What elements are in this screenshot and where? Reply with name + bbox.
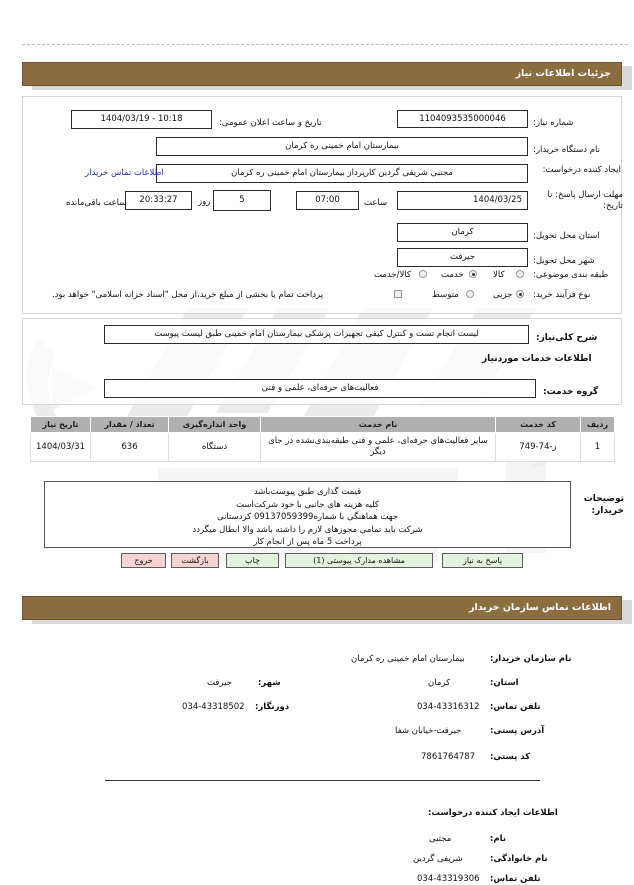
cell-service-code: ز-74-749 <box>496 433 581 462</box>
creator-first-name-value: مجتبی <box>429 834 452 844</box>
contact-postal-value: 7861764787 <box>421 752 476 762</box>
city-label: شهر محل تحویل: <box>533 256 595 266</box>
cell-unit: دستگاه <box>169 433 261 462</box>
cell-service-name: سایر فعالیت‌های حرفه‌ای، علمی و فنی طبقه‌بندی‌نشده در جای دیگر <box>261 433 496 462</box>
creator-contact-title: اطلاعات ایجاد کننده درخواست: <box>428 808 558 818</box>
contact-phone-value: 034-43316312 <box>417 702 480 712</box>
need-details-title: جزئیات اطلاعات نیاز <box>515 68 611 79</box>
table-header-row <box>31 417 615 433</box>
contact-address-value: جیرفت-خیابان شفا <box>395 726 462 736</box>
radio-khedmat[interactable] <box>469 270 477 278</box>
treasury-checkbox-label: پرداخت تمام یا بخشی از مبلغ خرید،از محل "اسناد خزانه اسلامی" خواهد بود. <box>52 290 324 300</box>
contact-phone-label: تلفن تماس: <box>490 702 541 712</box>
deadline-label: مهلت ارسال پاسخ: تا تاریخ: <box>547 190 623 211</box>
creator-phone-value: 034-43319306 <box>417 874 480 884</box>
contact-address-label: آدرس پستی: <box>490 726 545 736</box>
treasury-checkbox[interactable] <box>394 290 402 298</box>
th-service-code: کد خدمت <box>496 417 581 433</box>
remaining-days-unit: روز <box>198 197 211 207</box>
contact-postal-label: کد پستی: <box>490 752 531 762</box>
contact-org-label: نام سازمان خریدار: <box>490 654 572 664</box>
contact-fax-value: 034-43318502 <box>182 702 245 712</box>
contact-city-value: جیرفت <box>207 678 232 688</box>
radio-motavaset-label: متوسط <box>432 290 459 300</box>
cell-row: 1 <box>581 433 615 462</box>
table-row <box>31 433 615 462</box>
radio-khedmat-label: خدمت <box>441 270 464 280</box>
radio-jozii-label: جزیی <box>493 290 513 300</box>
remaining-days-value: 5 <box>213 190 271 211</box>
contact-city-label: شهر: <box>258 678 281 688</box>
remaining-time-value: 20:33:27 <box>125 191 192 210</box>
cell-need-date: 1404/03/31 <box>31 433 91 462</box>
buyer-contact-header <box>22 596 622 620</box>
radio-kala-label: کالا <box>493 270 505 280</box>
city-value: جیرفت <box>397 248 528 267</box>
notes-box <box>44 481 571 548</box>
print-button[interactable]: چاپ <box>226 553 279 568</box>
province-value: کرمان <box>397 223 528 242</box>
buyer-org-label: نام دستگاه خریدار: <box>533 145 600 155</box>
th-service-name: نام خدمت <box>261 417 496 433</box>
creator-value: مجتبی شریفی گردین کارپرداز بیمارستان امام خمینی ره کرمان <box>156 164 528 183</box>
need-number-label: شماره نیاز: <box>533 118 574 128</box>
radio-kala-khedmat[interactable] <box>419 270 427 278</box>
th-quantity: تعداد / مقدار <box>91 417 169 433</box>
need-number-value: 1104093535000046 <box>397 110 528 128</box>
back-button[interactable]: بازگشت <box>171 553 219 568</box>
service-group-label: گروه خدمت: <box>543 387 599 397</box>
announce-value: 1404/03/19 - 10:18 <box>71 110 212 129</box>
contact-fax-label: دورنگار: <box>255 702 290 712</box>
deadline-hour-label: ساعت <box>364 198 388 208</box>
creator-phone-label: تلفن تماس: <box>490 874 541 884</box>
deadline-date-value: 1404/03/25 <box>397 191 528 210</box>
cell-quantity: 636 <box>91 433 169 462</box>
th-need-date: تاریخ نیاز <box>31 417 91 433</box>
service-group-value: فعالیت‌های حرفه‌ای، علمی و فنی <box>104 379 536 398</box>
buyer-contact-link[interactable]: اطلاعات تماس خریدار <box>85 168 164 178</box>
deadline-hour-value: 07:00 <box>296 191 359 210</box>
contact-org-value: بیمارستان امام خمینی ره کرمان <box>351 654 465 664</box>
respond-to-need-button[interactable]: پاسخ به نیاز <box>442 553 523 568</box>
dashed-divider-top <box>22 44 628 45</box>
province-label: استان محل تحویل: <box>533 231 600 241</box>
radio-jozii[interactable] <box>516 290 524 298</box>
services-table <box>30 416 615 462</box>
view-attachments-button[interactable]: مشاهده مدارک پیوستی (1) <box>285 553 433 568</box>
need-details-header <box>22 62 622 86</box>
contact-province-value: کرمان <box>428 678 451 688</box>
summary-label: شرح کلی‌نیاز: <box>536 333 598 343</box>
creator-last-name-value: شریفی گردین <box>413 854 463 864</box>
contact-divider <box>105 780 540 781</box>
exit-button[interactable]: خروج <box>121 553 166 568</box>
radio-kala[interactable] <box>516 270 524 278</box>
radio-kala-khedmat-label: کالا/خدمت <box>374 270 411 280</box>
announce-label: تاریخ و ساعت اعلان عمومی: <box>219 118 322 128</box>
creator-first-name-label: نام: <box>490 834 507 844</box>
notes-label: توضیحات خریدار: <box>583 494 624 516</box>
remaining-time-unit: ساعت باقی‌مانده <box>66 198 127 208</box>
buyer-contact-title: اطلاعات تماس سازمان خریدار <box>468 602 611 613</box>
note-line: جهت هماهنگی با شماره09137059399 کردستانی <box>216 512 399 522</box>
page-root <box>8 8 624 884</box>
radio-motavaset[interactable] <box>466 290 474 298</box>
note-line: کلیه هزینه های جانبی با خود شرکت‌است <box>236 499 379 510</box>
services-info-title: اطلاعات خدمات موردنیاز <box>482 354 592 364</box>
contact-province-label: استان: <box>490 678 519 688</box>
th-row: ردیف <box>581 417 615 433</box>
creator-label: ایجاد کننده درخواست: <box>542 165 621 175</box>
note-line: قیمت گذاری طبق پیوست‌باشد <box>253 487 362 497</box>
process-type-label: نوع فرآیند خرید: <box>533 290 591 300</box>
th-unit: واحد اندازه‌گیری <box>169 417 261 433</box>
summary-value: لیست انجام تست و کنترل کیفی تجهیزات پزشکی بیمارستان امام خمینی طبق لیست پیوست <box>104 325 529 344</box>
buyer-org-value: بیمارستان امام خمینی ره کرمان <box>156 137 528 156</box>
creator-last-name-label: نام خانوادگی: <box>490 854 548 864</box>
note-line: پرداخت 5 ماه پس از انجام کار <box>253 537 362 547</box>
subject-class-label: طبقه بندی موضوعی: <box>533 270 609 280</box>
note-line: شرکت باید تمامی مجوزهای لازم را داشته باشد والا ابطال میگردد <box>192 524 423 535</box>
